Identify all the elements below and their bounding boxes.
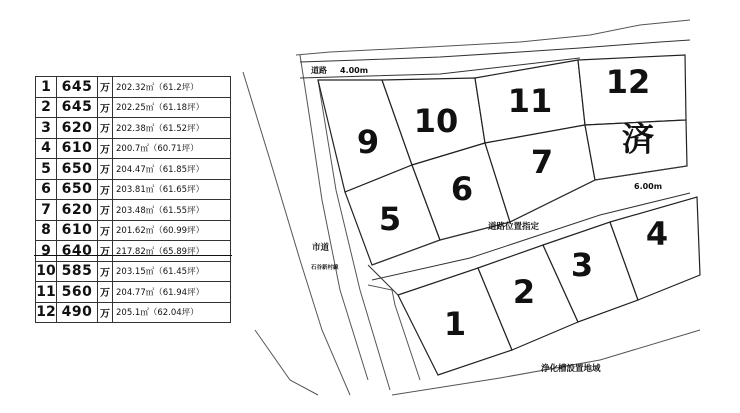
unit-cell: 万 — [98, 302, 113, 323]
unit-cell: 万 — [98, 118, 113, 139]
price-cell: 645 — [57, 77, 98, 98]
lot-number-cell: 2 — [36, 97, 57, 118]
unit-cell: 万 — [98, 77, 113, 98]
lot-number-cell: 3 — [36, 118, 57, 139]
city-road-label: 市道 — [312, 243, 330, 253]
road-mid-width: 6.00m — [634, 182, 663, 191]
area-cell: 203.48㎡（61.55坪） — [113, 200, 231, 221]
lot-number-cell: 10 — [36, 261, 57, 282]
lot-number-1: 1 — [443, 305, 467, 343]
unit-cell: 万 — [98, 179, 113, 200]
price-cell: 560 — [57, 282, 98, 303]
lot-number-5: 5 — [378, 200, 402, 238]
area-cell: 204.77㎡（61.94坪） — [113, 282, 231, 303]
price-cell: 620 — [57, 118, 98, 139]
lot-number-cell: 7 — [36, 200, 57, 221]
unit-cell: 万 — [98, 159, 113, 180]
lot-number-cell: 11 — [36, 282, 57, 303]
area-cell: 203.15㎡（61.45坪） — [113, 261, 231, 282]
area-cell: 217.82㎡（65.89坪） — [113, 241, 231, 262]
lot-number-2: 2 — [512, 273, 536, 311]
lot-number-cell: 6 — [36, 179, 57, 200]
city-road-sublabel: 石谷新村線 — [311, 265, 339, 271]
area-cell: 204.47㎡（61.85坪） — [113, 159, 231, 180]
unit-cell: 万 — [98, 138, 113, 159]
septic-area-label: 浄化槽設置地域 — [541, 364, 601, 374]
lot-number-6: 6 — [450, 170, 474, 208]
road-top-label: 道路 — [311, 66, 327, 75]
sold-mark: 済 — [621, 120, 655, 158]
lot-number-7: 7 — [530, 143, 554, 181]
unit-cell: 万 — [98, 241, 113, 262]
unit-cell: 万 — [98, 261, 113, 282]
lot-number-cell: 12 — [36, 302, 57, 323]
price-cell: 640 — [57, 241, 98, 262]
lot-number-cell: 8 — [36, 220, 57, 241]
price-cell: 490 — [57, 302, 98, 323]
lot-number-cell: 5 — [36, 159, 57, 180]
unit-cell: 万 — [98, 97, 113, 118]
price-cell: 650 — [57, 159, 98, 180]
lot-number-9: 9 — [356, 123, 380, 161]
lot-number-cell: 1 — [36, 77, 57, 98]
price-cell: 585 — [57, 261, 98, 282]
area-cell: 205.1㎡（62.04坪） — [113, 302, 231, 323]
area-cell: 203.81㎡（61.65坪） — [113, 179, 231, 200]
unit-cell: 万 — [98, 220, 113, 241]
lot-number-3: 3 — [570, 246, 594, 284]
price-cell: 645 — [57, 97, 98, 118]
boundary-line-southwest — [255, 330, 318, 395]
road-top-width: 4.00m — [340, 66, 369, 75]
area-cell: 202.38㎡（61.52坪） — [113, 118, 231, 139]
lot-number-cell: 4 — [36, 138, 57, 159]
area-cell: 201.62㎡（60.99坪） — [113, 220, 231, 241]
lot-number-10: 10 — [413, 102, 459, 140]
road-designation-label: 道路位置指定 — [488, 222, 540, 232]
lot-number-cell: 9 — [36, 241, 57, 262]
price-cell: 610 — [57, 138, 98, 159]
unit-cell: 万 — [98, 200, 113, 221]
area-cell: 202.32㎡（61.2坪） — [113, 77, 231, 98]
lot-number-11: 11 — [507, 82, 553, 120]
price-cell: 610 — [57, 220, 98, 241]
area-cell: 200.7㎡（60.71坪） — [113, 138, 231, 159]
price-cell: 620 — [57, 200, 98, 221]
lot-number-4: 4 — [645, 215, 669, 253]
unit-cell: 万 — [98, 282, 113, 303]
price-cell: 650 — [57, 179, 98, 200]
boundary-line-north — [296, 20, 690, 55]
lot-number-12: 12 — [605, 63, 651, 101]
area-cell: 202.25㎡（61.18坪） — [113, 97, 231, 118]
